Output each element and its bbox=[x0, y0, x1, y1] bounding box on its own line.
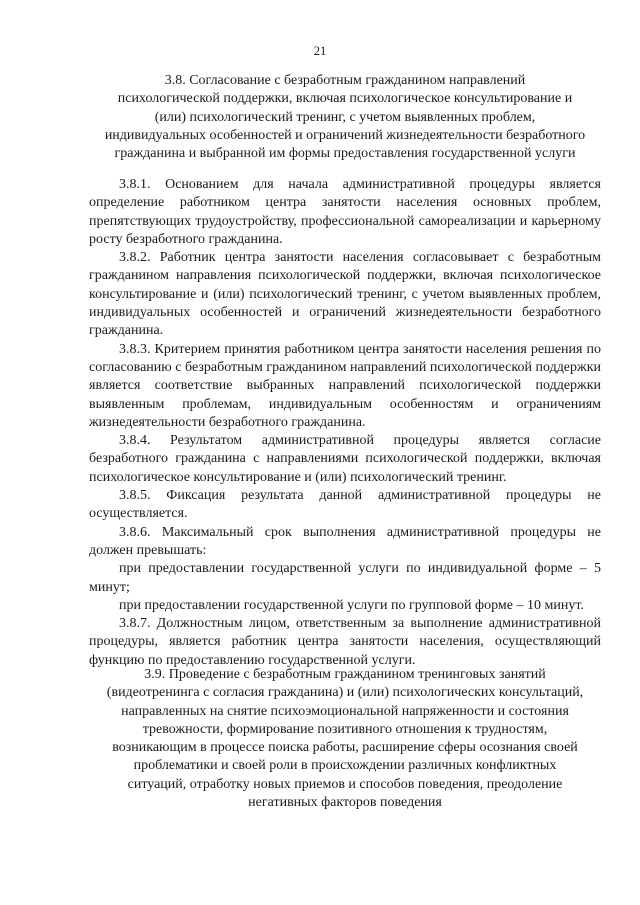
section-3-8-body bbox=[89, 176, 601, 670]
paragraph-3-8-6: 3.8.6. Максимальный срок выполнения административной процедуры не должен превышать: bbox=[89, 524, 601, 558]
paragraph-3-8-4: 3.8.4. Результатом административной процедуры является согласие безработного гражданина с направлениями психологической поддержки, включая психологическое консультирование и (или) психологический тренинг. bbox=[89, 433, 601, 485]
section-3-8-heading bbox=[89, 72, 601, 163]
heading-line: ситуаций, отработку новых приемов и способов поведения, преодоление bbox=[127, 776, 563, 792]
heading-line: возникающим в процессе поиска работы, расширение сферы осознания своей bbox=[112, 740, 578, 756]
heading-line: негативных факторов поведения bbox=[248, 795, 442, 811]
paragraph-3-8-1: 3.8.1. Основанием для начала административной процедуры является определение работником центра занятости населения основных проблем, препятствующих трудоустройству, профессиональной самореализации и карьерному росту безработного гражданина. bbox=[89, 177, 601, 247]
paragraph-3-8-6-group: при предоставлении государственной услуги по групповой форме – 10 минут. bbox=[119, 597, 584, 613]
section-3-9-heading bbox=[89, 666, 601, 812]
heading-line: тревожности, формирование позитивного отношения к трудностям, bbox=[142, 721, 548, 737]
paragraph-3-8-7: 3.8.7. Должностным лицом, ответственным за выполнение административной процедуры, является работник центра занятости населения, осуществляющий функцию по предоставлению государственной услуги. bbox=[89, 616, 601, 668]
heading-line: психологической поддержки, включая психологическое консультирование и bbox=[117, 91, 573, 107]
heading-line: 3.8. Согласование с безработным гражданином направлений bbox=[164, 73, 526, 88]
heading-line: направленных на снятие психоэмоциональной напряженности и состояния bbox=[121, 703, 569, 719]
paragraph-3-8-5: 3.8.5. Фиксация результата данной административной процедуры не осуществляется. bbox=[89, 488, 601, 522]
heading-line: проблематики и своей роли в происхождении различных конфликтных bbox=[133, 758, 557, 774]
heading-line: гражданина и выбранной им формы предоставления государственной услуги bbox=[114, 146, 576, 162]
paragraph-3-8-2: 3.8.2. Работник центра занятости населения согласовывает с безработным гражданином направления психологической поддержки, включая психологическое консультирование и (или) психологический тренинг, с учетом выявленных проблем, индивидуальных особенностей и ограничений жизнедеятельности безработного гражданина. bbox=[89, 250, 601, 339]
paragraph-3-8-3: 3.8.3. Критерием принятия работником центра занятости населения решения по согласованию с безработным гражданином направлений психологической поддержки является соответствие выбранных направлений психологической поддержки выявленным проблемам, индивидуальным особенностям и ограничениям жизнедеятельности безработного гражданина. bbox=[89, 341, 601, 430]
heading-line: (или) психологический тренинг, с учетом выявленных проблем, bbox=[154, 109, 536, 125]
page-number: 21 bbox=[313, 44, 327, 58]
heading-line: 3.9. Проведение с безработным гражданином тренинговых занятий bbox=[144, 667, 546, 682]
heading-line: (видеотренинга с согласия гражданина) и (или) психологических консультаций, bbox=[106, 685, 584, 701]
paragraph-3-8-6-individual: при предоставлении государственной услуги по индивидуальной форме – 5 минут; bbox=[89, 561, 601, 595]
heading-line: индивидуальных особенностей и ограничений жизнедеятельности безработного bbox=[104, 127, 586, 143]
